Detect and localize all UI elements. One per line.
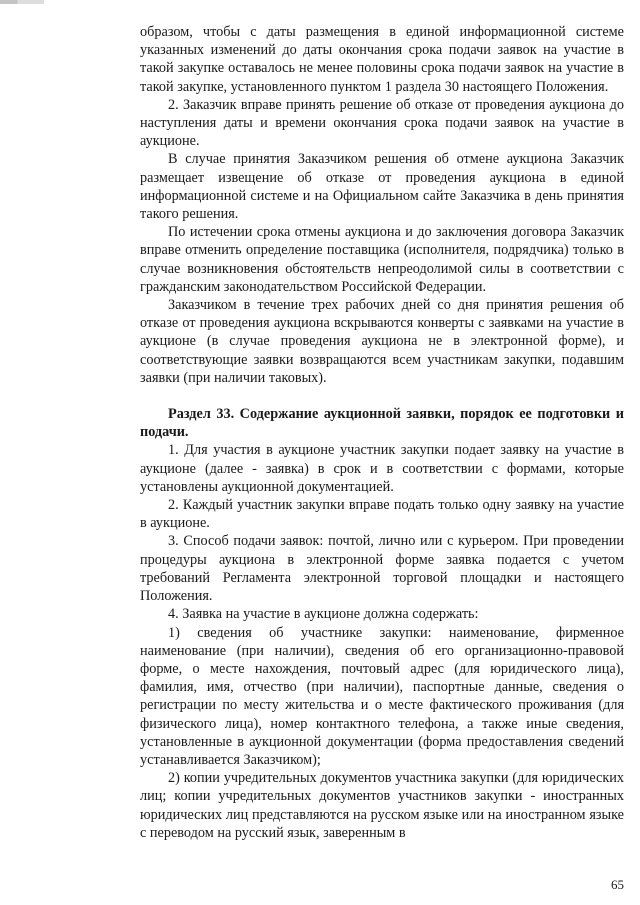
- paragraph-item-1: 1. Для участия в аукционе участник закупки подает заявку на участие в аукционе (далее - заявка) в срок и в соответствии с формами, которые установлены аукционной документацией.: [140, 442, 624, 495]
- paragraph-subitem-1: 1) сведения об участнике закупки: наименование, фирменное наименование (при наличии), сведения об его организационно-правовой форме, о месте нахождения, почтовый адрес (для юридического лица), фамилия, имя, отчество (при наличии), паспортные данные, сведения о регистрации по месту жительства и о месте фактического проживания (для физического лица), номер контактного телефона, а также иные сведения, установленные в аукционной документации (форма предоставления сведений устанавливается Заказчиком);: [140, 624, 624, 768]
- scan-edge-mark: [0, 0, 44, 4]
- paragraph-refusal-right: 2. Заказчик вправе принять решение об отказе от проведения аукциона до наступления даты и времени окончания срока подачи заявок на участие в аукционе.: [140, 96, 624, 150]
- paragraph-item-2: 2. Каждый участник закупки вправе подать только одну заявку на участие в аукционе.: [140, 497, 624, 532]
- paragraph-refusal-notice: В случае принятия Заказчиком решения об отмене аукциона Заказчик размещает извещение об отказе от проведения аукциона в единой информационной системе и на Официальном сайте Заказчика в день принятия такого решения.: [140, 151, 624, 223]
- section-heading: Раздел 33. Содержание аукционной заявки, порядок ее подготовки и подачи.: [140, 406, 624, 441]
- paragraph-item-4: 4. Заявка на участие в аукционе должна содержать:: [168, 606, 479, 623]
- paragraph-item-3: 3. Способ подачи заявок: почтой, лично или с курьером. При проведении процедуры аукциона в электронной форме заявка подается с учетом требований Регламента электронной торговой площадки и настоящего Положения.: [140, 533, 624, 605]
- paragraph-envelopes-return: Заказчиком в течение трех рабочих дней со дня принятия решения об отказе от проведения аукциона вскрываются конверты с заявками на участие в аукционе (в случае проведения аукциона не в электронной форме), и соответствующие заявки возвращаются всем участникам закупки, подавшим заявки (при наличии таковых).: [140, 297, 624, 386]
- paragraph-subitem-2: 2) копии учредительных документов участника закупки (для юридических лиц; копии учредительных документов участников закупки - иностранных юридических лиц представляются на русском языке или на иностранном языке с переводом на русский язык, заверенным в: [140, 770, 624, 841]
- paragraph-continuation: образом, чтобы с даты размещения в единой информационной системе указанных изменений до даты окончания срока подачи заявок на участие в такой закупке оставалось не менее половины срока подачи заявок на участие в такой закупке, установленного пунктом 1 раздела 30 настоящего Положения.: [140, 24, 624, 95]
- document-page: [140, 23, 624, 842]
- paragraph-force-majeure: По истечении срока отмены аукциона и до заключения договора Заказчик вправе отменить определение поставщика (исполнителя, подрядчика) только в случае возникновения обстоятельств непреодолимой силы в соответствии с гражданским законодательством Российской Федерации.: [140, 224, 624, 295]
- page-number: 65: [611, 877, 624, 892]
